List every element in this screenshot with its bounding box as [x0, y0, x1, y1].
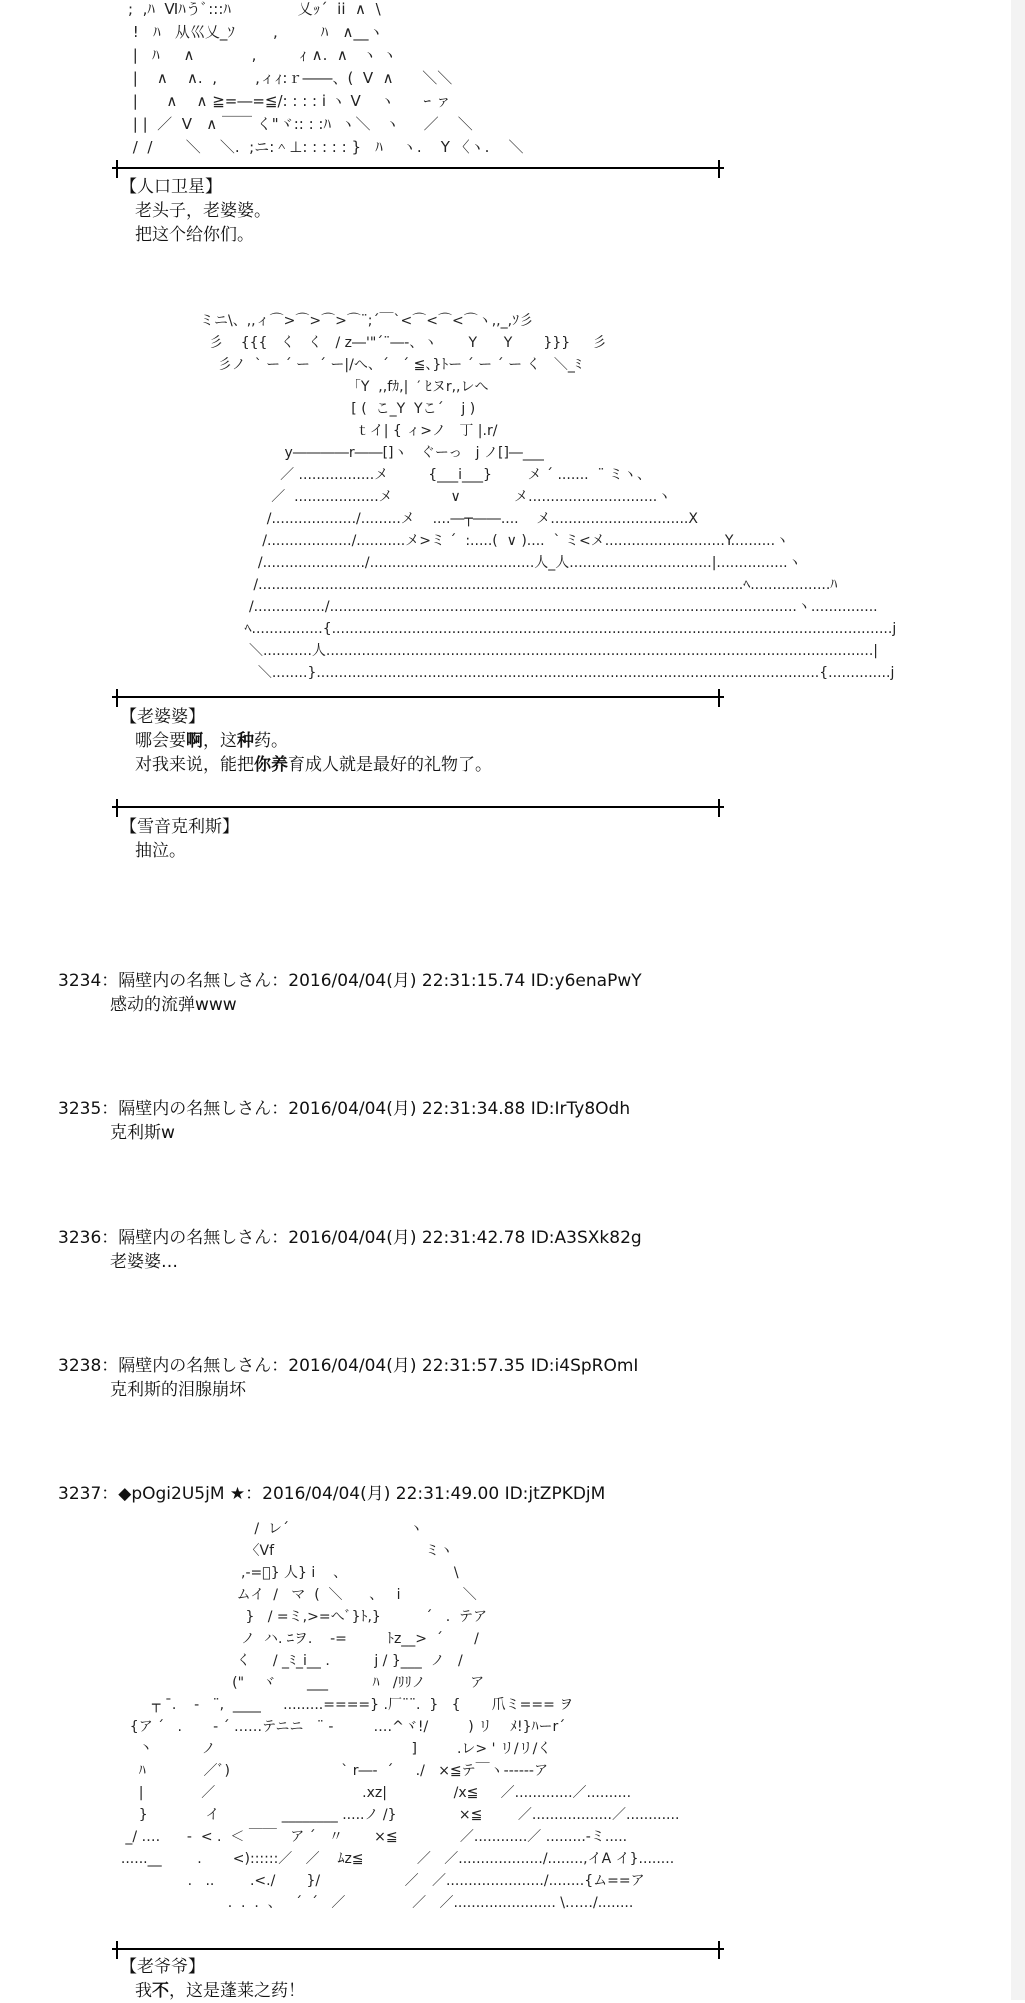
- ascii-art-middle: ミニ\、,,ィ⌒>⌒>⌒>⌒¨;´￣`<⌒<⌒<⌒ヽ,,_,ｿ彡 彡 {{{ く く / z―'"´¨―-、ヽ Y Y }}} 彡 彡ノ ` ー ´ ー ´ ー|/へ、´ ´ ≦、}ﾄー ´ ー ´ ー く ＼_ﾐ 「Y ,,fｶ,| ′ ﾋヌr,,レへ [ ( こ_Y Yこ´ j ) ｔイ| { ィ>ノ 丁 |.r/ y――――r――[]ヽ ぐーっ j ノ[]―___ ／ .................メ {___i___} メ ´ ....... ¨ ミヽ、 ／ ...................メ ∨ メ.............................ヽ /.................../.........メ ....―┬――.... メ...............................X /.................../...........メ>ミ ´ :.....( ∨ ).... ` ミ<メ...........................Y..........ヽ /......................./.....................................人_人................................|................ヽ /.............................................................................................................ﾍ..................ﾊ /................/.........................................................................................................ヽ............... ﾍ................{..............................................................................................................................j ＼...........人...........................................................................................................................| ＼........}.................................................................................................................{..............j: [200, 313, 897, 681]
- text-run-bold: 啊: [186, 731, 203, 751]
- text-run: 药。: [254, 731, 288, 751]
- ascii-art-top: ; ,ﾊ Ⅵﾊうﾞ:::ﾊ 乂ｯ´ ii ∧ \ ! ﾊ 从巛乂_ｿ , ﾊ ∧__ヽ | ﾊ ∧ , ｨ ∧. ∧ ヽ ヽ | ∧ ∧. , ,ィｨ:ｒ――、( V ∧ ＼＼ | ∧ ∧ ≧=―=≦/: : : : i ヽ V ヽ ｰ ァ | | ／ V ∧ ￣￣ く"ヾ:: : :ﾊ ヽ＼ ヽ ／ ＼ / / ＼ ＼. ;ニ:＾⊥: : : : : } ﾊ ヽ. Y 〈ヽ. ＼: [128, 0, 524, 156]
- text-run: ，这是蓬莱之药！: [169, 1981, 305, 2001]
- speaker-label: 【人口卫星】: [120, 177, 222, 197]
- dialogue-line: [135, 1979, 305, 2003]
- text-run: 对我来说，能把: [135, 755, 254, 775]
- scrollbar-track[interactable]: [1011, 0, 1025, 2000]
- post-header: 3234：隔壁内の名無しさん：2016/04/04(月) 22:31:15.74 ID:y6enaPwY: [58, 971, 642, 991]
- divider: [112, 1948, 724, 1950]
- post-body: 感动的流弹www: [110, 995, 237, 1015]
- text-run: 育成人就是最好的礼物了。: [288, 755, 492, 775]
- post-body: 克利斯的泪腺崩坏: [110, 1380, 246, 1400]
- dialogue-line: [135, 729, 288, 753]
- divider: [112, 167, 724, 169]
- divider: [112, 806, 724, 808]
- ascii-art-bottom: / レ´ ヽ 〈Vf ミヽ ,-=ﾟ} 人} i 、 \ ムイ / マ ( ＼ 、 i ＼ } / =ミ,>=へﾞ}ﾄ,} ´ . テア ノ ハ. ﾆヲ. -= ﾄz__> ´ / く / _ﾐ_i__ . j / }___ ノ / (" ヾ ___ ﾊ /ﾘﾘノ ア ┬ ¯. - ¨, ____ .........====} .厂¨¨. } { 爪ミ=== ヲ {ア ´ . - ´ ‥‥‥テニニ ¨ - ‥‥^ヾ!/ ) リ ﾒ!}ﾊーr´ 丶 ノ ] .レ> ' リ/リ/く ﾊ ／ﾞ) ` r―- ´ ./ ×≦テ￣ヽ------ア | ／ .xz| /x≦ ／.............／.......... } イ ________ .....ノ /} ×≦ ／..................／............ _/ ‥‥ - < . ＜ ￣￣ ア ´ 〃 ×≦ ／............／ .........-ミ..... ......__ . <)::::::／ ／ ﾑz≦ ／ ／.................../........,イA イ}........ . .. .<./ }/ ／ ／....................../........{ム==ア . . . 、 ´ ´ ／ ／ ／....................... \‥‥‥/........: [120, 1521, 680, 1911]
- post-body: 老婆婆…: [110, 1252, 178, 1272]
- text-run: 我: [135, 1981, 152, 2001]
- speaker-label: 【雪音克利斯】: [120, 817, 239, 837]
- dialogue-line: [135, 753, 492, 777]
- post-header: 3237：◆pOgi2U5jM ★：2016/04/04(月) 22:31:49.00 ID:jtZPKDjM: [58, 1484, 606, 1504]
- post-header: 3238：隔壁内の名無しさん：2016/04/04(月) 22:31:57.35 ID:i4SpROmI: [58, 1356, 639, 1376]
- speaker-label: 【老爷爷】: [120, 1957, 205, 1977]
- dialogue-line: 抽泣。: [135, 841, 186, 861]
- text-run: ，这: [203, 731, 237, 751]
- post-header: 3235：隔壁内の名無しさん：2016/04/04(月) 22:31:34.88 ID:IrTy8Odh: [58, 1099, 631, 1119]
- text-run-bold: 种: [237, 731, 254, 751]
- dialogue-line: 老头子，老婆婆。: [135, 201, 271, 221]
- text-run-bold: 不: [152, 1981, 169, 2001]
- text-run: 哪会要: [135, 731, 186, 751]
- divider: [112, 696, 724, 698]
- post-header: 3236：隔壁内の名無しさん：2016/04/04(月) 22:31:42.78 ID:A3SXk82g: [58, 1228, 642, 1248]
- post-body: 克利斯w: [110, 1123, 175, 1143]
- speaker-label: 【老婆婆】: [120, 707, 205, 727]
- text-run-bold: 你养: [254, 755, 288, 775]
- dialogue-line: 把这个给你们。: [135, 225, 254, 245]
